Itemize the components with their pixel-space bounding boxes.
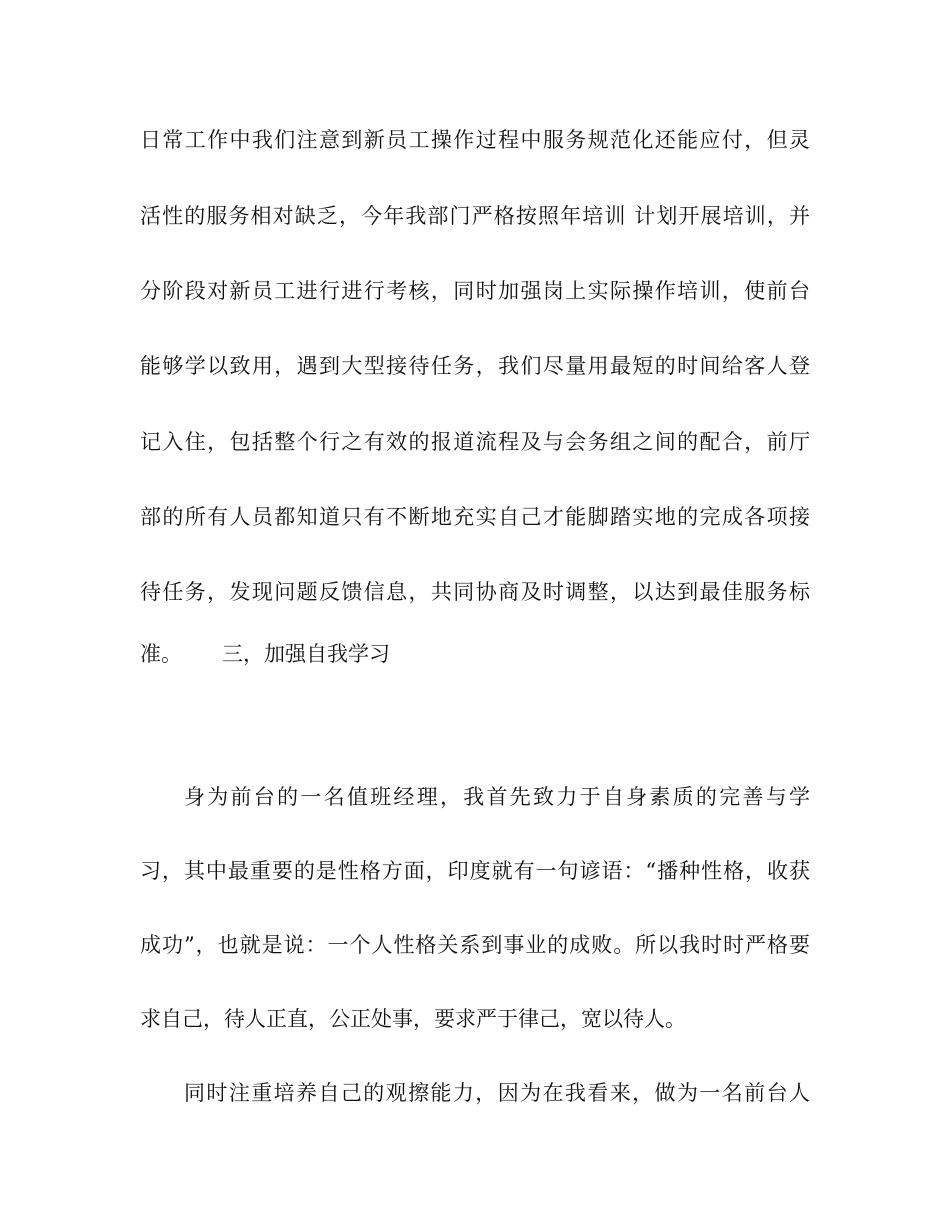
paragraph-1-line-2: 活性的服务相对缺乏，今年我部门严格按照年培训 计划开展培训，并 <box>140 204 810 228</box>
paragraph-2-line-1: 身为前台的一名值班经理，我首先致力于自身素质的完善与学 <box>184 785 810 809</box>
paragraph-2-line-4: 求自己，待人正直，公正处事，要求严于律己，宽以待人。 <box>140 1007 686 1031</box>
paragraph-1-last-line <box>140 640 810 668</box>
paragraph-1-last-line-text: 准。 <box>140 642 182 666</box>
section-heading: 三，加强自我学习 <box>222 642 390 666</box>
paragraph-1-line-5: 记入住，包括整个行之有效的报道流程及与会务组之间的配合，前厅 <box>140 430 810 454</box>
paragraph-2-line-3: 成功”，也就是说：一个人性格关系到事业的成败。所以我时时严格要 <box>140 933 810 957</box>
paragraph-2-line-2: 习，其中最重要的是性格方面，印度就有一句谚语：“播种性格，收获 <box>140 859 810 883</box>
paragraph-1-line-3: 分阶段对新员工进行进行考核，同时加强岗上实际操作培训，使前台 <box>140 279 810 303</box>
paragraph-1-line-4: 能够学以致用，遇到大型接待任务，我们尽量用最短的时间给客人登 <box>140 354 810 378</box>
paragraph-3-line-1: 同时注重培养自己的观擦能力，因为在我看来，做为一名前台人 <box>184 1081 810 1105</box>
paragraph-1-line-6: 部的所有人员都知道只有不断地充实自己才能脚踏实地的完成各项接 <box>140 505 810 529</box>
paragraph-1-line-7: 待任务，发现问题反馈信息，共同协商及时调整，以达到最佳服务标 <box>140 580 810 604</box>
paragraph-1-line-1: 日常工作中我们注意到新员工操作过程中服务规范化还能应付，但灵 <box>140 128 810 152</box>
